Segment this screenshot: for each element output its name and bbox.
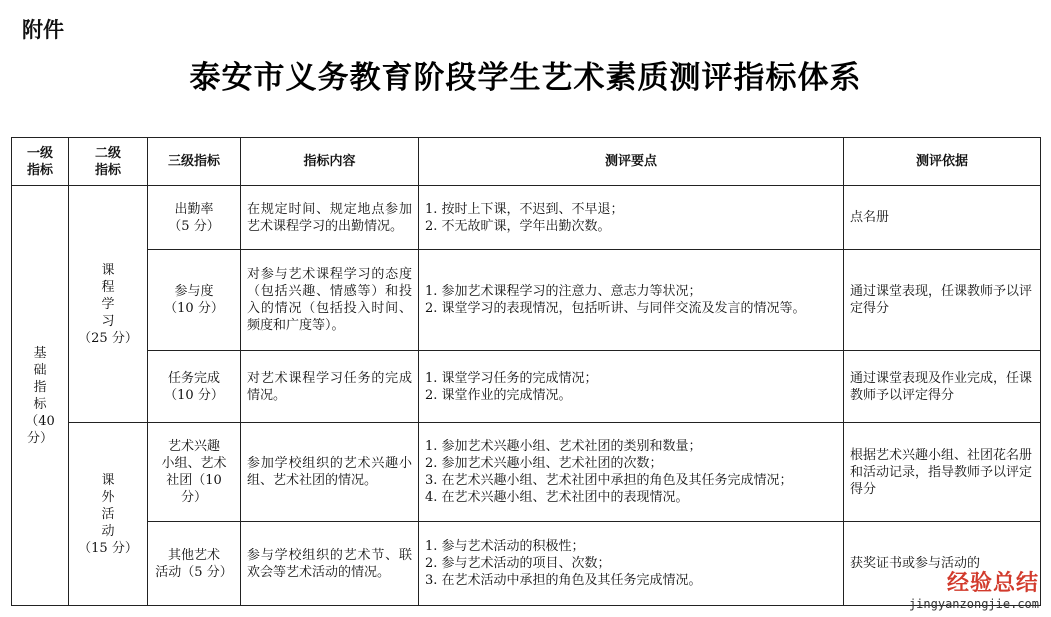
indicator-content-cell: 在规定时间、规定地点参加艺术课程学习的出勤情况。 (241, 186, 419, 250)
evaluation-points-cell: 1. 课堂学习任务的完成情况； 2. 课堂作业的完成情况。 (419, 351, 844, 423)
level3-participation-cell: 参与度 （10 分） (148, 250, 241, 351)
level3-art-club-cell: 艺术兴趣 小组、艺术 社团（10 分） (148, 423, 241, 522)
level3-attendance-cell: 出勤率 （5 分） (148, 186, 241, 250)
watermark-url: jingyanzongjie.com (908, 597, 1039, 611)
table-header-row (12, 138, 1041, 186)
level3-other-activities-cell: 其他艺术 活动（5 分） (148, 522, 241, 606)
column-header-content: 指标内容 (241, 138, 419, 186)
column-header-level3: 三级指标 (148, 138, 241, 186)
evaluation-index-table (11, 137, 1041, 606)
table-row (12, 186, 1041, 250)
evaluation-points-cell: 1. 按时上下课，不迟到、不早退； 2. 不无故旷课，学年出勤次数。 (419, 186, 844, 250)
level2-extracurricular-cell: 课 外 活 动 （15 分） (69, 423, 148, 606)
indicator-content-cell: 对参与艺术课程学习的态度（包括兴趣、情感等）和投入的情况（包括投入时间、频度和广度等）。 (241, 250, 419, 351)
indicator-content-cell: 参加学校组织的艺术兴趣小组、艺术社团的情况。 (241, 423, 419, 522)
evaluation-basis-cell: 点名册 (844, 186, 1041, 250)
evaluation-basis-cell: 获奖证书或参与活动的 (844, 522, 1041, 606)
watermark-logo: 经验总结 (946, 571, 1039, 596)
evaluation-points-cell: 1. 参与艺术活动的积极性； 2. 参与艺术活动的项目、次数； 3. 在艺术活动中承担的角色及其任务完成情况。 (419, 522, 844, 606)
level2-course-learning-cell: 课 程 学 习 （25 分） (69, 186, 148, 423)
column-header-basis: 测评依据 (844, 138, 1041, 186)
column-header-level2: 二级 指标 (69, 138, 148, 186)
column-header-level1: 一级 指标 (12, 138, 69, 186)
table-row (12, 351, 1041, 423)
table-row (12, 423, 1041, 522)
table-row (12, 522, 1041, 606)
evaluation-basis-cell: 根据艺术兴趣小组、社团花名册和活动记录，指导教师予以评定得分 (844, 423, 1041, 522)
document-title: 泰安市义务教育阶段学生艺术素质测评指标体系 (189, 60, 862, 96)
attachment-label: 附件 (22, 18, 64, 42)
table-row (12, 250, 1041, 351)
level3-task-completion-cell: 任务完成 （10 分） (148, 351, 241, 423)
indicator-content-cell: 对艺术课程学习任务的完成情况。 (241, 351, 419, 423)
column-header-points: 测评要点 (419, 138, 844, 186)
level1-basic-indicator-cell: 基 础 指 标 （40 分） (12, 186, 69, 606)
evaluation-basis-cell: 通过课堂表现，任课教师予以评定得分 (844, 250, 1041, 351)
evaluation-points-cell: 1. 参加艺术课程学习的注意力、意志力等状况； 2. 课堂学习的表现情况，包括听讲、与同伴交流及发言的情况等。 (419, 250, 844, 351)
evaluation-basis-cell: 通过课堂表现及作业完成，任课教师予以评定得分 (844, 351, 1041, 423)
indicator-content-cell: 参与学校组织的艺术节、联欢会等艺术活动的情况。 (241, 522, 419, 606)
evaluation-points-cell: 1. 参加艺术兴趣小组、艺术社团的类别和数量； 2. 参加艺术兴趣小组、艺术社团的次数； 3. 在艺术兴趣小组、艺术社团中承担的角色及其任务完成情况； 4. 在艺术兴趣小组、艺术社团中的表现情况。 (419, 423, 844, 522)
